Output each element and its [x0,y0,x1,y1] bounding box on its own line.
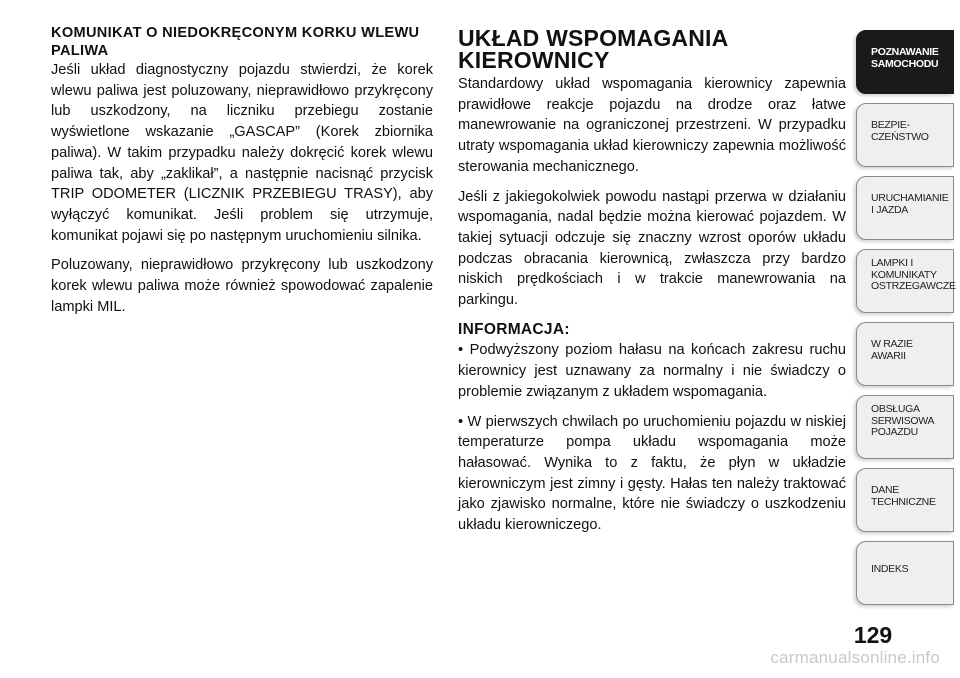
right-column [458,24,846,545]
left-column [51,24,433,326]
note-heading: INFORMACJA: [458,320,570,338]
tab-indeks[interactable] [856,541,954,605]
chapter-tabs [856,30,960,620]
note-bullet-2: • W pierwszych chwilach po uruchomieniu pojazdu w niskiej temperaturze pompa układu wspomagania może hałasować. Wynika to z faktu, że płyn w układzie kierowniczym jest zimny i gęsty. Hałas ten należy traktować jako zjawisko normalne, które nie świadczy o uszkodzeniu układu kierowniczego. [458,413,846,534]
power-steering-paragraph-2: Jeśli z jakiegokolwiek powodu nastąpi przerwa w działaniu wspomagania, nadal będzie można kierować pojazdem. W takiej sytuacji odczuje się znaczny wzrost oporów układu podczas obracania kierownicą, zwłaszcza przy bardzo niskich prędkościach i w trakcie manewrowania na parkingu. [458,188,846,309]
tab-dane-techniczne[interactable] [856,468,954,532]
fuel-cap-paragraph-2: Poluzowany, nieprawidłowo przykręcony lub uszkodzony korek wlewu paliwa może również spowodować zapalenie lampki MIL. [51,257,433,315]
tab-w-razie-awarii[interactable] [856,322,954,386]
tab-label: LAMPKI I KOMUNIKATY OSTRZEGAWCZE [871,257,956,292]
tab-label: W RAZIE AWARII [871,338,913,362]
tab-uruchamianie-i-jazda[interactable] [856,176,954,240]
tab-label: INDEKS [871,563,909,575]
power-steering-paragraph-1: Standardowy układ wspomagania kierownicy zapewnia prawidłowe reakcje pojazdu na drodze oraz łatwe manewrowanie na ograniczonej przestrzeni. W przypadku utraty wspomagania układ kierowniczy zapewnia możliwość sterowania mechanicznego. [458,76,846,175]
fuel-cap-paragraph-1: Jeśli układ diagnostyczny pojazdu stwierdzi, że korek wlewu paliwa jest poluzowany, nieprawidłowo przykręcony lub uszkodzony, na liczniku przebiegu zostanie wyświetlone wskazanie „GASCAP” (Korek zbiornika paliwa). W takim przypadku należy dokręcić korek wlewu paliwa tak, aby „zaklikał”, a następnie nacisnąć przycisk TRIP ODOMETER (LICZNIK PRZEBIEGU TRASY), aby wyłączyć komunikat. Jeśli problem się utrzymuje, komunikat pojawi się po następnym uruchomieniu silnika. [51,62,433,244]
tab-label: URUCHAMIANIE I JAZDA [871,192,949,216]
fuel-cap-message-heading: KOMUNIKAT O NIEDOKRĘCONYM KORKU WLEWU PALIWA [51,25,420,59]
tab-bezpieczenstwo[interactable] [856,103,954,167]
page-number: 129 [853,622,893,648]
tab-label: POZNAWANIE SAMOCHODU [871,46,939,70]
tab-lampki-i-komunikaty[interactable] [856,249,954,313]
watermark-text: carmanualsonline.info [770,648,940,667]
power-steering-heading: UKŁAD WSPOMAGANIA KIEROWNICY [458,25,728,73]
tab-label: OBSŁUGA SERWISOWA POJAZDU [871,403,935,438]
tab-label: DANE TECHNICZNE [871,484,936,508]
tab-poznawanie-samochodu[interactable] [856,30,954,94]
tab-obsluga-serwisowa[interactable] [856,395,954,459]
note-bullet-1: • Podwyższony poziom hałasu na końcach zakresu ruchu kierownicy jest uznawany za normalny i nie świadczy o problemie związanym z układem wspomagania. [458,342,846,400]
tab-label: BEZPIE- CZEŃSTWO [871,119,929,143]
